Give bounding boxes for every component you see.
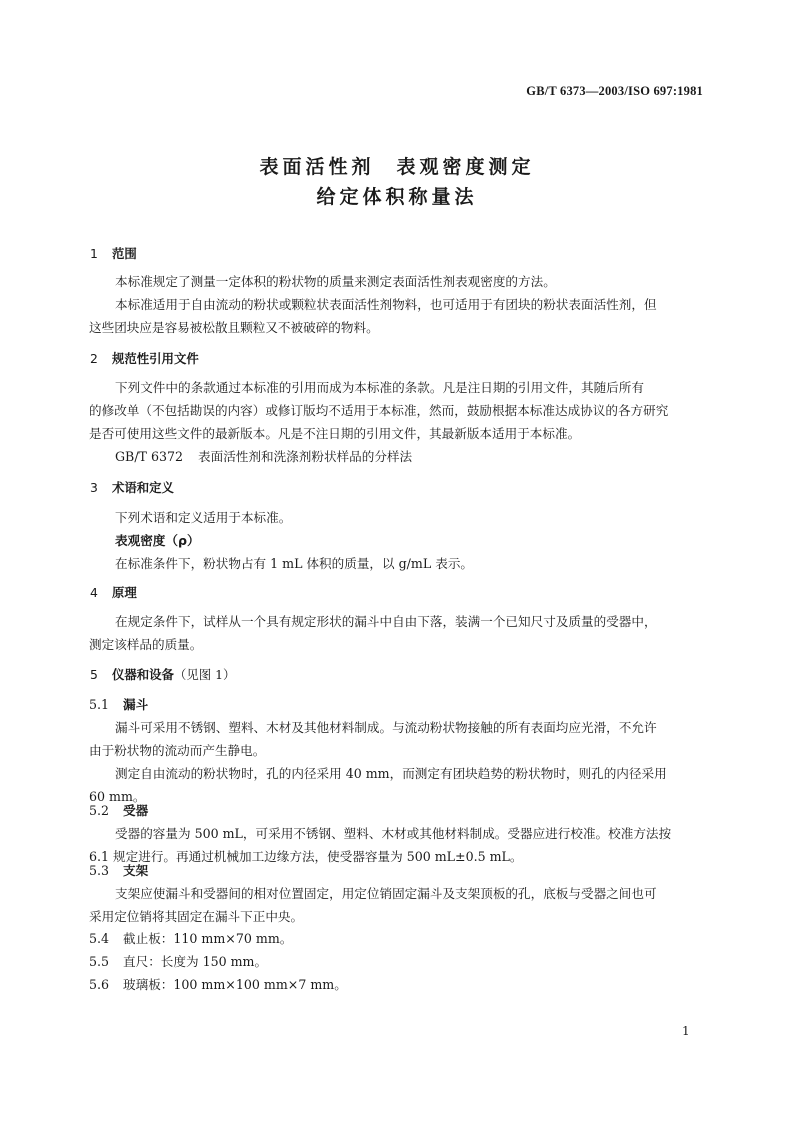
section-1-para-2-line-1: 本标准适用于自由流动的粉状或颗粒状表面活性剂物料，也可适用于有团块的粉状表面活性剂，但 [115, 297, 657, 312]
subsection-5-2-para-line-2: 6.1 规定进行。再通过机械加工边缘方法，使受器容量为 500 mL±0.5 mL。 [89, 849, 523, 864]
subsection-5-1-para-1-line-2: 由于粉状物的流动而产生静电。 [89, 743, 266, 758]
subsection-5-1-heading: 5.1 漏斗 [89, 697, 149, 712]
term-apparent-density: 表观密度（ρ） [115, 533, 200, 548]
section-5-heading: 5 仪器和设备（见图 1） [90, 667, 236, 682]
subsection-5-3-para-line-1: 支架应使漏斗和受器间的相对位置固定，用定位销固定漏斗及支架顶板的孔，底板与受器之间也可 [115, 886, 657, 901]
section-4-para-line-2: 测定该样品的质量。 [89, 637, 203, 652]
document-title-line-2: 给定体积称量法 [316, 186, 478, 208]
section-2-para-line-1: 下列文件中的条款通过本标准的引用而成为本标准的条款。凡是注日期的引用文件，其随后所有 [115, 380, 644, 395]
term-definition: 在标准条件下，粉状物占有 1 mL 体积的质量，以 g/mL 表示。 [115, 556, 474, 571]
subsection-5-5: 5.5 直尺：长度为 150 mm。 [89, 954, 268, 969]
reference-title: 表面活性剂和洗涤剂粉状样品的分样法 [198, 449, 413, 464]
reference-code: GB/T 6372 [115, 449, 184, 464]
subsection-5-2-para-line-1: 受器的容量为 500 mL，可采用不锈钢、塑料、木材或其他材料制成。受器应进行校准。校准方法按 [115, 826, 672, 841]
normative-reference [115, 449, 412, 465]
page-number: 1 [682, 1024, 690, 1038]
subsection-5-1-para-2-line-1: 测定自由流动的粉状物时，孔的内径采用 40 mm，而测定有团块趋势的粉状物时，则孔的内径采用 [115, 766, 667, 781]
section-2-para-line-3: 是否可使用这些文件的最新版本。凡是不注日期的引用文件，其最新版本适用于本标准。 [89, 426, 581, 441]
section-4-heading: 4 原理 [90, 585, 137, 600]
section-3-heading: 3 术语和定义 [90, 480, 174, 495]
title-part-b: 表观密度测定 [396, 156, 535, 178]
subsection-5-2-heading: 5.2 受器 [89, 803, 149, 818]
subsection-5-3-para-line-2: 采用定位销将其固定在漏斗下正中央。 [89, 909, 304, 924]
section-2-para-line-2: 的修改单（不包括勘误的内容）或修订版均不适用于本标准，然而，鼓励根据本标准达成协议的各方研究 [89, 403, 669, 418]
section-3-intro: 下列术语和定义适用于本标准。 [115, 510, 292, 525]
section-4-para-line-1: 在规定条件下，试样从一个具有规定形状的漏斗中自由下落，装满一个已知尺寸及质量的受器中， [115, 614, 657, 629]
section-1-para-1: 本标准规定了测量一定体积的粉状物的质量来测定表面活性剂表观密度的方法。 [115, 274, 556, 289]
section-1-heading: 1 范围 [90, 246, 137, 261]
subsection-5-6: 5.6 玻璃板：100 mm×100 mm×7 mm。 [89, 977, 347, 992]
subsection-5-1-para-1-line-1: 漏斗可采用不锈钢、塑料、木材及其他材料制成。与流动粉状物接触的所有表面均应光滑，不允许 [115, 720, 657, 735]
document-title-line-1 [0, 152, 794, 179]
subsection-5-4: 5.4 截止板：110 mm×70 mm。 [89, 931, 293, 946]
title-part-a: 表面活性剂 [259, 156, 375, 178]
section-1-para-2-line-2: 这些团块应是容易被松散且颗粒又不被破碎的物料。 [89, 320, 379, 335]
standard-code: GB/T 6373—2003/ISO 697:1981 [526, 84, 703, 98]
subsection-5-1-para-2-line-2: 60 mm。 [89, 789, 146, 804]
subsection-5-3-heading: 5.3 支架 [89, 863, 149, 878]
section-2-heading: 2 规范性引用文件 [90, 351, 199, 366]
